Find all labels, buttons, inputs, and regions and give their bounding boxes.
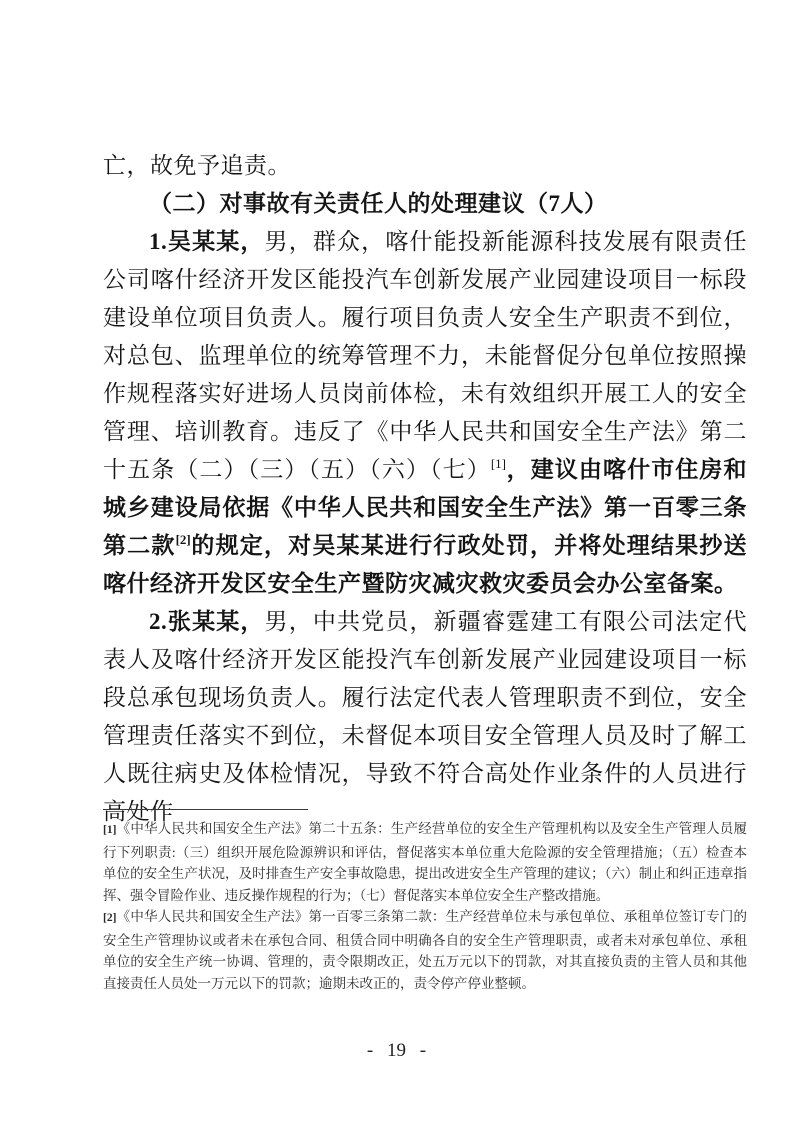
footnote-1-marker: [1] <box>103 824 117 836</box>
section-heading: （二）对事故有关责任人的处理建议（7人） <box>149 191 608 216</box>
footnote-1-text: 《中华人民共和国安全生产法》第二十五条：生产经营单位的安全生产管理机构以及安全生产管理人员履行下列职责:（三）组织开展危险源辨识和评估，督促落实本单位重大危险源的安全管理措施；（五）检查本单位的安全生产状况，及时排查生产安全事故隐患，提出改进安全生产管理的建议；（六）制止和纠正违章指挥、强令冒险作业、违反操作规程的行为；（七）督促落实本单位安全生产整改措施。 <box>103 821 747 903</box>
footnote-1 <box>103 818 747 906</box>
footnote-ref-1: [1] <box>490 456 506 471</box>
paragraph-1-recommendation: ，建议由喀什市住房和城乡建设局依据《中华人民共和国安全生产法》第一百零三条第二款 <box>103 457 748 558</box>
paragraph-2-lead: 2.张某某， <box>149 609 265 634</box>
footnote-2-marker: [2] <box>103 912 117 924</box>
intro-line: 亡，故免予追责。 <box>103 153 291 178</box>
footnote-area <box>103 809 747 994</box>
footnote-separator <box>103 809 308 810</box>
paragraph-1-recommendation-cont: 的规定，对吴某某进行行政处罚，并将处理结果抄送喀什经济开发区安全生产暨防灾减灾救灾委员会办公室备案。 <box>103 533 748 596</box>
paragraph-1-lead: 1.吴某某， <box>149 229 265 254</box>
paragraph-2-text: 男，中共党员，新疆睿霆建工有限公司法定代表人及喀什经济开发区能投汽车创新发展产业园建设项目一标段总承包现场负责人。履行法定代表人管理职责不到位，安全管理责任落实不到位，未督促本项目安全管理人员及时了解工人既往病史及体检情况，导致不符合高处作业条件的人员进行高处作 <box>103 609 747 824</box>
footnote-ref-2: [2] <box>175 532 191 547</box>
paragraph-person-1 <box>103 223 747 603</box>
paragraph-person-2 <box>103 603 747 831</box>
footnote-2-text: 《中华人民共和国安全生产法》第一百零三条第二款：生产经营单位未与承包单位、承租单位签订专门的安全生产管理协议或者未在承包合同、租赁合同中明确各自的安全生产管理职责，或者未对承包单位、承租单位的安全生产统一协调、管理的，责令限期改正，处五万元以下的罚款，对其直接负责的主管人员和其他直接责任人员处一万元以下的罚款；逾期未改正的，责令停产停业整顿。 <box>103 909 747 991</box>
footnote-2 <box>103 906 747 994</box>
paragraph-1-text: 男，群众，喀什能投新能源科技发展有限责任公司喀什经济开发区能投汽车创新发展产业园建设项目一标段建设单位项目负责人。履行项目负责人安全生产职责不到位，对总包、监理单位的统筹管理不力，未能督促分包单位按照操作规程落实好进场人员岗前体检，未有效组织开展工人的安全管理、培训教育。违反了《中华人民共和国安全生产法》第二十五条（二）（三）（五）（六）（七） <box>103 229 747 482</box>
document-body <box>103 147 747 831</box>
page-number: - 19 - <box>366 1040 427 1061</box>
